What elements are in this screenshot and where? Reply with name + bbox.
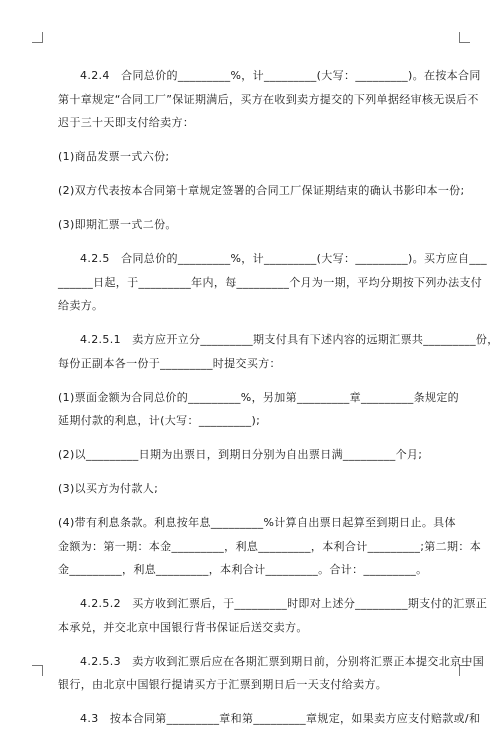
text-line: ______日起，于_________年内，每_________个月为一期，平均分期按下列办法支付 <box>58 275 483 289</box>
text-line: 本承兑，并交北京中国银行背书保证后送交卖方。 <box>58 620 308 634</box>
text-line: 金_________，利息_________，本利合计_________。合计：_________。 <box>58 563 428 576</box>
text-line: 4.2.4 合同总价的_________%，计_________(大写：_________)。在按本合同 <box>80 69 481 82</box>
text-line: 4.2.5.1 卖方应开立分_________期支付具有下述内容的远期汇票共_________份， <box>80 333 499 346</box>
paragraph <box>58 650 485 697</box>
paragraph <box>58 247 487 318</box>
paragraph <box>58 64 481 135</box>
text-line: 4.2.5.3 卖方收到汇票后应在各期汇票到期日前，分别将汇票正本提交北京中国 <box>80 654 485 668</box>
text-line: (2)双方代表按本合同第十章规定签署的合同工厂保证期结束的确认书影印本一份; <box>58 184 465 197</box>
paragraph <box>80 707 481 731</box>
paragraph <box>58 511 482 582</box>
document-body <box>58 64 499 731</box>
text-line: 4.2.5 合同总价的_________%，计_________(大写：_________)。买方应自___ <box>80 252 487 265</box>
text-line: (2)以_________日期为出票日，到期日分别为自出票日满_________个月; <box>58 448 423 461</box>
text-line: 每份正副本各一份于_________时提交买方： <box>58 356 281 370</box>
text-line: (3)以买方为付款人; <box>58 482 159 495</box>
text-line: (3)即期汇票一式二份。 <box>58 218 177 231</box>
text-line: 第十章规定“合同工厂”保证期满后，买方在收到卖方提交的下列单据经审核无误后不 <box>58 92 479 106</box>
paragraph <box>58 477 444 501</box>
text-line: 给卖方。 <box>58 299 104 312</box>
text-line: (1)票面金额为合同总价的_________%，另加第_________章_________条规定的 <box>58 390 460 404</box>
text-line: 迟于三十天即支付给卖方： <box>58 116 195 129</box>
text-line: 4.2.5.2 买方收到汇票后，于_________时即对上述分_________期支付的汇票正 <box>80 597 488 610</box>
text-line: 金额为：第一期：本金_________，利息_________，本利合计_________;第二期：本 <box>58 539 482 553</box>
text-line: 延期付款的利息，计(大写：_________); <box>58 414 261 427</box>
paragraph <box>58 145 444 169</box>
paragraph <box>58 592 488 639</box>
crop-mark-top-left <box>32 32 43 43</box>
paragraph <box>58 443 444 467</box>
text-line: 4.3 按本合同第_________章和第_________章规定，如果卖方应支付赔款或/和 <box>80 712 481 725</box>
paragraph <box>58 213 444 237</box>
paragraph <box>58 328 499 375</box>
text-line: (4)带有利息条款。利息按年息_________%计算自出票日起算至到期日止。具体 <box>58 516 456 529</box>
crop-mark-bottom-left <box>32 665 43 676</box>
paragraph <box>58 179 465 203</box>
text-line: (1)商品发票一式六份; <box>58 150 170 163</box>
paragraph <box>58 386 460 433</box>
crop-mark-top-right <box>459 32 470 43</box>
text-line: 银行，由北京中国银行提请买方于汇票到期日后一天支付给卖方。 <box>58 678 388 691</box>
